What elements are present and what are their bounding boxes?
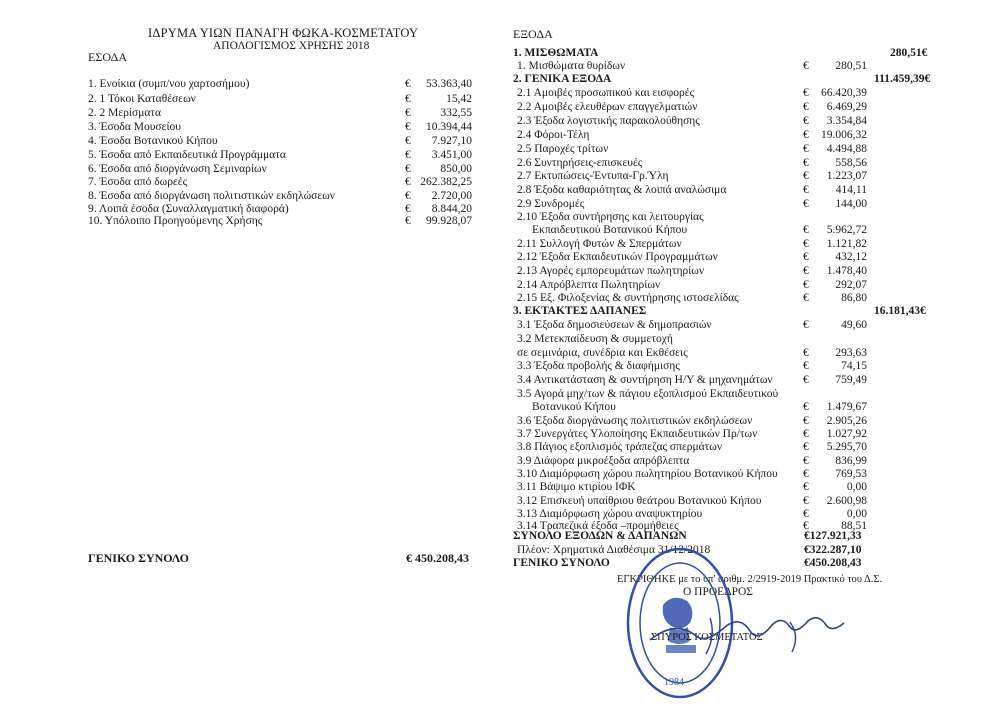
expense-item-amount: 558,56 (835, 157, 867, 169)
expense-item-label: 2.3 Έξοδα λογιστικής παρακολούθησης (517, 115, 700, 127)
income-currency-symbol: € (405, 215, 411, 227)
expense-currency-symbol: € (803, 115, 809, 127)
expense-currency-symbol: € (803, 129, 809, 141)
income-currency-symbol: € (405, 203, 411, 215)
expense-item-label: 2.6 Συντηρήσεις-επισκευές (517, 157, 643, 169)
income-item-amount: 332,55 (440, 107, 472, 119)
expense-currency-symbol: € (803, 60, 809, 72)
section-total-3: 16.181,43€ (874, 305, 926, 317)
expense-item-label: 3.4 Αντικατάσταση & συντήρηση Η/Υ & μηχανημάτων (517, 374, 773, 386)
expenses-heading: ΕΞΟΔΑ (513, 27, 553, 41)
expense-currency-symbol: € (803, 157, 809, 169)
expense-currency-symbol: € (803, 508, 809, 520)
expense-item-amount: 1.223,07 (826, 170, 867, 182)
income-item-label: 7. Έσοδα από δωρεές (88, 176, 188, 188)
expense-item-label: 3.12 Επισκευή υπαίθριου θεάτρου Βοτανικού Κήπου (517, 495, 762, 507)
expense-currency-symbol: € (803, 441, 809, 453)
income-item-label: 2. 1 Τόκοι Καταθέσεων (88, 93, 196, 105)
income-item-amount: 262.382,25 (420, 176, 472, 188)
expense-item-label: 2.2 Αμοιβές ελευθέρων επαγγελματιών (517, 101, 698, 113)
expense-item-label: 3.9 Διάφορα μικροέξοδα απρόβλεπτα (517, 455, 690, 467)
expense-item-label: 2.4 Φόροι-Τέλη (517, 129, 590, 141)
income-item-label: 5. Έσοδα από Εκπαιδευτικά Προγράμματα (88, 149, 286, 161)
expense-item-label: 3.6 Έξοδα διοργάνωσης πολιτιστικών εκδηλώσεων (517, 415, 753, 427)
income-item-amount: 15,42 (446, 93, 472, 105)
expense-currency-symbol: € (803, 198, 809, 210)
income-item-label: 1. Ενοίκια (συμπ/νου χαρτοσήμου) (88, 78, 250, 90)
expense-item-label: 3.7 Συνεργάτες Υλοποίησης Εκπαιδευτικών Πρ/των (517, 428, 758, 440)
expense-item-amount: 144,00 (835, 198, 867, 210)
expense-currency-symbol: € (803, 347, 809, 359)
section-title-3: 3. ΕΚΤΑΚΤΕΣ ΔΑΠΑΝΕΣ (513, 305, 647, 317)
expense-item-amount: 0,00 (846, 481, 867, 493)
income-currency-symbol: € (405, 163, 411, 175)
expense-currency-symbol: € (803, 360, 809, 372)
approval-text: ΕΓΚΡΙΘΗΚΕ με το υπ' αριθμ. 2/2919-2019 Πρακτικό του Δ.Σ. (617, 574, 883, 585)
expense-item-label: 2.9 Συνδρομές (517, 198, 585, 210)
expense-item-amount: 836,99 (835, 455, 867, 467)
expense-item-amount: 769,53 (835, 468, 867, 480)
expense-item-amount: 1.478,40 (826, 265, 867, 277)
expense-currency-symbol: € (803, 468, 809, 480)
expense-item-label: 3.14 Τραπεζικά έξοδα –προμήθειες (517, 520, 679, 532)
income-item-amount: 99.928,07 (426, 215, 472, 227)
expense-item-label: 2.7 Εκτυπώσεις-Έντυπα-Γρ.Ύλη (517, 170, 669, 182)
expense-item-label: 3.10 Διαμόρφωση χώρου πωλητηρίου Βοτανικού Κήπου (517, 468, 778, 480)
expense-currency-symbol: € (803, 374, 809, 386)
expense-item-label: 2.8 Έξοδα καθαριότητας & λοιπά αναλώσιμα (517, 184, 727, 196)
expense-currency-symbol: € (803, 401, 809, 413)
org-title: ΙΔΡΥΜΑ ΥΙΩΝ ΠΑΝΑΓΗ ΦΩΚΑ-ΚΟΣΜΕΤΑΤΟΥ (148, 26, 419, 40)
expense-item-label: 3.1 Έξοδα δημοσιεύσεων & δημοπρασιών (517, 319, 712, 331)
expense-item-amount: 86,80 (841, 292, 867, 304)
expenses-grand-total-label: ΓΕΝΙΚΟ ΣΥΝΟΛΟ (513, 557, 610, 569)
section-title-1: 1. ΜΙΣΘΩΜΑΤΑ (513, 47, 599, 59)
income-item-amount: 7.927,10 (431, 135, 472, 147)
expense-item-label: 3.3 Έξοδα προβολής & διαφήμισης (517, 360, 680, 372)
expense-currency-symbol: € (803, 170, 809, 182)
expense-item-label: 3.5 Αγορά μηχ/των & πάγιου εξοπλισμού Εκπαιδευτικού (517, 388, 779, 400)
expenses-grand-total: €450.208,43 (804, 557, 862, 569)
expense-currency-symbol: € (803, 520, 809, 532)
income-currency-symbol: € (405, 78, 411, 90)
expense-item-amount: 49,60 (841, 319, 867, 331)
income-item-label: 9. Λοιπά έσοδα (Συναλλαγματική διαφορά) (88, 203, 289, 215)
expense-item-label: Βοτανικού Κήπου (532, 401, 616, 413)
expense-currency-symbol: € (803, 251, 809, 263)
income-item-label: 4. Έσοδα Βοτανικού Κήπου (88, 135, 218, 147)
income-item-amount: 10.394,44 (426, 121, 472, 133)
expense-item-amount: 2.905,26 (826, 415, 867, 427)
expense-currency-symbol: € (803, 481, 809, 493)
expense-item-amount: 1.027,92 (826, 428, 867, 440)
income-item-label: 10. Υπόλοιπο Προηγούμενης Χρήσης (88, 215, 263, 227)
president-name: ΣΠΥΡΟΣ ΚΟΣΜΕΤΑΤΟΣ (651, 632, 763, 643)
income-heading: ΕΣΟΔΑ (88, 50, 128, 64)
expense-item-label: 2.1 Αμοιβές προσωπικού και εισφορές (517, 87, 695, 99)
income-grand-total-label: ΓΕΝΙΚΟ ΣΥΝΟΛΟ (88, 551, 189, 565)
income-item-amount: 3.451,00 (431, 149, 472, 161)
expense-item-label: σε σεμινάρια, συνέδρια και Εκθέσεις (517, 347, 688, 359)
income-item-label: 6. Έσοδα από διοργάνωση Σεμιναρίων (88, 163, 267, 175)
income-item-amount: 53.363,40 (426, 78, 472, 90)
expense-currency-symbol: € (803, 238, 809, 250)
surplus-amount: €322.287,10 (804, 544, 862, 556)
income-currency-symbol: € (405, 107, 411, 119)
expense-currency-symbol: € (803, 292, 809, 304)
income-item-label: 8. Έσοδα από διοργάνωση πολιτιστικών εκδηλώσεων (88, 190, 335, 202)
expenses-total-label: ΣΥΝΟΛΟ ΕΞΟΔΩΝ & ΔΑΠΑΝΩΝ (513, 530, 687, 542)
expense-item-amount: 6.469,29 (826, 101, 867, 113)
signature (640, 610, 860, 660)
income-currency-symbol: € (405, 176, 411, 188)
section-total-2: 111.459,39€ (874, 73, 931, 85)
expense-currency-symbol: € (803, 428, 809, 440)
surplus-label: Πλέον: Χρηματικά Διαθέσιμα 31/12/2018 (517, 544, 711, 556)
expense-item-amount: 1.121,82 (826, 238, 867, 250)
income-item-amount: 2.720,00 (431, 190, 472, 202)
approval-role: Ο ΠΡΟΕΔΡΟΣ (683, 586, 753, 598)
expense-item-amount: 2.600,98 (826, 495, 867, 507)
expense-item-amount: 432,12 (835, 251, 867, 263)
expense-currency-symbol: € (803, 101, 809, 113)
income-currency-symbol: € (405, 135, 411, 147)
expense-item-label: 2.11 Συλλογή Φυτών & Σπερμάτων (517, 238, 682, 250)
stamp-year: 1984 (664, 677, 684, 688)
income-currency-symbol: € (405, 121, 411, 133)
expense-item-amount: 5.962,72 (826, 224, 867, 236)
expense-currency-symbol: € (803, 319, 809, 331)
expense-item-amount: 0,00 (846, 508, 867, 520)
expense-item-amount: 280,51 (835, 60, 867, 72)
income-currency-symbol: € (405, 149, 411, 161)
expense-item-label: 3.13 Διαμόρφωση χώρου αναψυκτηρίου (517, 508, 703, 520)
expense-item-amount: 5.295,70 (826, 441, 867, 453)
expense-currency-symbol: € (803, 87, 809, 99)
income-item-amount: 850,00 (440, 163, 472, 175)
expense-currency-symbol: € (803, 184, 809, 196)
section-total-1: 280,51€ (890, 47, 928, 59)
expense-currency-symbol: € (803, 495, 809, 507)
expenses-total: €127.921,33 (804, 530, 862, 542)
expense-item-label: 2.14 Απρόβλεπτα Πωλητηρίων (517, 279, 661, 291)
expense-currency-symbol: € (803, 455, 809, 467)
expense-item-label: 3.2 Μετεκπαίδευση & συμμετοχή (517, 333, 673, 345)
income-item-amount: 8.844,20 (431, 203, 472, 215)
income-currency-symbol: € (405, 190, 411, 202)
expense-item-label: 2.10 Έξοδα συντήρησης και λειτουργίας (517, 211, 704, 223)
expense-item-amount: 66.420,39 (821, 87, 867, 99)
expense-item-amount: 414,11 (835, 184, 867, 196)
income-item-label: 2. 2 Μερίσματα (88, 107, 162, 119)
expense-item-label: 3.11 Βάψιμο κτιρίου ΙΦΚ (517, 481, 636, 493)
expense-item-amount: 88,51 (841, 520, 867, 532)
expense-item-amount: 4.494,88 (826, 143, 867, 155)
expense-item-label: 2.13 Αγορές εμπορευμάτων πωλητηρίων (517, 265, 705, 277)
section-title-2: 2. ΓΕΝΙΚΑ ΕΞΟΔΑ (513, 73, 612, 85)
expense-currency-symbol: € (803, 143, 809, 155)
expense-item-amount: 759,49 (835, 374, 867, 386)
expense-item-label: 2.5 Παροχές τρίτων (517, 143, 609, 155)
expense-item-amount: 1.479,67 (826, 401, 867, 413)
expense-item-amount: 74,15 (841, 360, 867, 372)
expense-item-amount: 292,07 (835, 279, 867, 291)
expense-item-label: 1. Μισθώματα θυρίδων (517, 60, 626, 72)
expense-item-label: 2.15 Εξ. Φιλοξενίας & συντήρησης ιστοσελίδας (517, 292, 739, 304)
expense-currency-symbol: € (803, 265, 809, 277)
expense-currency-symbol: € (803, 224, 809, 236)
expense-item-label: Εκπαιδευτικού Βοτανικού Κήπου (532, 224, 688, 236)
expense-item-amount: 293,63 (835, 347, 867, 359)
income-item-label: 3. Έσοδα Μουσείου (88, 121, 181, 133)
income-currency-symbol: € (405, 93, 411, 105)
expense-currency-symbol: € (803, 415, 809, 427)
expense-item-label: 3.8 Πάγιος εξοπλισμός τράπεζας σπερμάτων (517, 441, 723, 453)
report-subtitle: ΑΠΟΛΟΓΙΣΜΟΣ ΧΡΗΣΗΣ 2018 (213, 40, 370, 52)
expense-currency-symbol: € (803, 279, 809, 291)
expense-item-amount: 3.354,84 (826, 115, 867, 127)
expense-item-label: 2.12 Έξοδα Εκπαιδευτικών Προγραμμάτων (517, 251, 718, 263)
expense-item-amount: 19.006,32 (821, 129, 867, 141)
income-grand-total: € 450.208,43 (406, 551, 469, 565)
